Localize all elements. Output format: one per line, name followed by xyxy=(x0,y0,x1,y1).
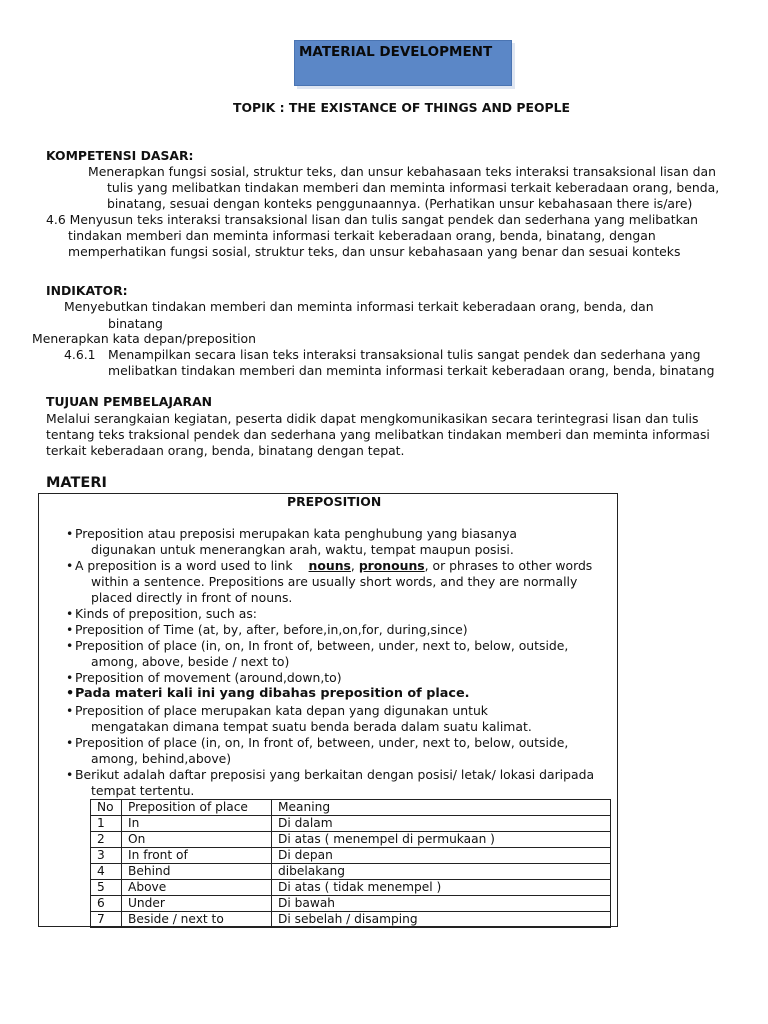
topic-title: TOPIK : THE EXISTANCE OF THINGS AND PEOPLE xyxy=(233,100,570,115)
table-cell: 4 xyxy=(91,864,122,880)
tujuan-line: terkait keberadaan orang, benda, binatang dengan tepat. xyxy=(46,443,405,458)
tujuan-line: tentang teks traksional pendek dan sederhana yang melibatkan tindakan memberi dan meminta informasi xyxy=(46,427,710,442)
kompetensi-line: memperhatikan fungsi sosial, struktur teks, dan unsur kebahasaan yang benar dan sesuai konteks xyxy=(68,244,681,259)
bullet-item: • Preposition of place merupakan kata depan yang digunakan untuk xyxy=(75,703,488,718)
table-cell: In front of xyxy=(122,848,272,864)
indikator-line: Menyebutkan tindakan memberi dan meminta informasi terkait keberadaan orang, benda, dan xyxy=(64,299,654,314)
indikator-heading: INDIKATOR: xyxy=(46,283,128,298)
table-header: No xyxy=(91,800,122,816)
table-cell: Di sebelah / disamping xyxy=(272,912,611,928)
indikator-line: Menampilkan secara lisan teks interaksi transaksional tulis sangat pendek dan sederhana yang xyxy=(108,347,701,362)
table-header: Meaning xyxy=(272,800,611,816)
nouns-link: nouns xyxy=(308,558,351,573)
bullet-continuation: among, above, beside / next to) xyxy=(91,654,290,669)
table-row xyxy=(91,864,611,880)
table-cell: dibelakang xyxy=(272,864,611,880)
table-row xyxy=(91,880,611,896)
tujuan-heading: TUJUAN PEMBELAJARAN xyxy=(46,394,213,409)
table-cell: Beside / next to xyxy=(122,912,272,928)
pronouns-link: pronouns xyxy=(358,558,425,573)
table-row xyxy=(91,896,611,912)
table-cell: Under xyxy=(122,896,272,912)
kompetensi-heading: KOMPETENSI DASAR: xyxy=(46,148,194,163)
table-cell: 2 xyxy=(91,832,122,848)
table-cell: 6 xyxy=(91,896,122,912)
bullet-continuation: within a sentence. Prepositions are usually short words, and they are normally xyxy=(91,574,578,589)
kompetensi-line: Menerapkan fungsi sosial, struktur teks, dan unsur kebahasaan teks interaksi transaksional lisan dan xyxy=(88,164,716,179)
bullet-item: • Preposition of place (in, on, In front of, between, under, next to, below, outside, xyxy=(75,735,568,750)
bullet-continuation: mengatakan dimana tempat suatu benda berada dalam suatu kalimat. xyxy=(91,719,532,734)
table-cell: 1 xyxy=(91,816,122,832)
table-cell: Di bawah xyxy=(272,896,611,912)
bullet-item: • Preposition of place (in, on, In front of, between, under, next to, below, outside, xyxy=(75,638,568,653)
indikator-line: melibatkan tindakan memberi dan meminta informasi terkait keberadaan orang, benda, binatang xyxy=(108,363,715,378)
indikator-number: 4.6.1 xyxy=(64,347,96,362)
table-header-row xyxy=(91,800,611,816)
table-row xyxy=(91,848,611,864)
table-row xyxy=(91,912,611,928)
kompetensi-line: 4.6 Menyusun teks interaksi transaksional lisan dan tulis sangat pendek dan sederhana yang melibatkan xyxy=(46,212,699,227)
table-cell: Di dalam xyxy=(272,816,611,832)
b2-text-end: , or phrases to other words xyxy=(424,558,593,573)
materi-heading: MATERI xyxy=(46,475,107,491)
bullet-item: • Preposition atau preposisi merupakan kata penghubung yang biasanya xyxy=(75,526,517,541)
bullet-item: • Preposition of movement (around,down,to) xyxy=(75,670,342,685)
table-cell: 5 xyxy=(91,880,122,896)
bullet-item: • Kinds of preposition, such as: xyxy=(75,606,257,621)
b2-comma: , xyxy=(350,558,355,573)
table-header: Preposition of place xyxy=(122,800,272,816)
table-cell: 3 xyxy=(91,848,122,864)
table-cell: On xyxy=(122,832,272,848)
kompetensi-line: binatang, sesuai dengan konteks penggunaannya. (Perhatikan unsur kebahasaan there is/are) xyxy=(107,196,693,211)
table-cell: 7 xyxy=(91,912,122,928)
table-row xyxy=(91,816,611,832)
kompetensi-line: tindakan memberi dan meminta informasi terkait keberadaan orang, benda, binatang, dengan xyxy=(68,228,656,243)
b2-text: A preposition is a word used to link xyxy=(75,558,293,573)
title-box xyxy=(294,40,512,86)
tujuan-line: Melalui serangkaian kegiatan, peserta didik dapat mengkomunikasikan secara terintegrasi lisan dan tulis xyxy=(46,411,699,426)
indikator-line: Menerapkan kata depan/preposition xyxy=(32,331,256,346)
table-cell: Above xyxy=(122,880,272,896)
bullet-item xyxy=(75,558,592,573)
bullet-item: • Berikut adalah daftar preposisi yang berkaitan dengan posisi/ letak/ lokasi daripada xyxy=(75,767,594,782)
bullet-continuation: among, behind,above) xyxy=(91,751,232,766)
bullet-item: • Preposition of Time (at, by, after, before,in,on,for, during,since) xyxy=(75,622,468,637)
bullet-continuation: digunakan untuk menerangkan arah, waktu, tempat maupun posisi. xyxy=(91,542,514,557)
bullet-continuation: tempat tertentu. xyxy=(91,783,195,798)
indikator-line: binatang xyxy=(108,316,163,331)
table-cell: In xyxy=(122,816,272,832)
kompetensi-line: tulis yang melibatkan tindakan memberi dan meminta informasi terkait keberadaan orang, benda, xyxy=(107,180,720,195)
preposition-title: PREPOSITION xyxy=(287,494,382,509)
table-row xyxy=(91,832,611,848)
document-title: MATERIAL DEVELOPMENT xyxy=(299,44,493,60)
table-cell: Di depan xyxy=(272,848,611,864)
preposition-table xyxy=(90,799,611,928)
bullet-item-bold: • Pada materi kali ini yang dibahas preposition of place. xyxy=(75,686,470,701)
table-cell: Di atas ( tidak menempel ) xyxy=(272,880,611,896)
table-cell: Behind xyxy=(122,864,272,880)
bullet-continuation: placed directly in front of nouns. xyxy=(91,590,293,605)
table-cell: Di atas ( menempel di permukaan ) xyxy=(272,832,611,848)
